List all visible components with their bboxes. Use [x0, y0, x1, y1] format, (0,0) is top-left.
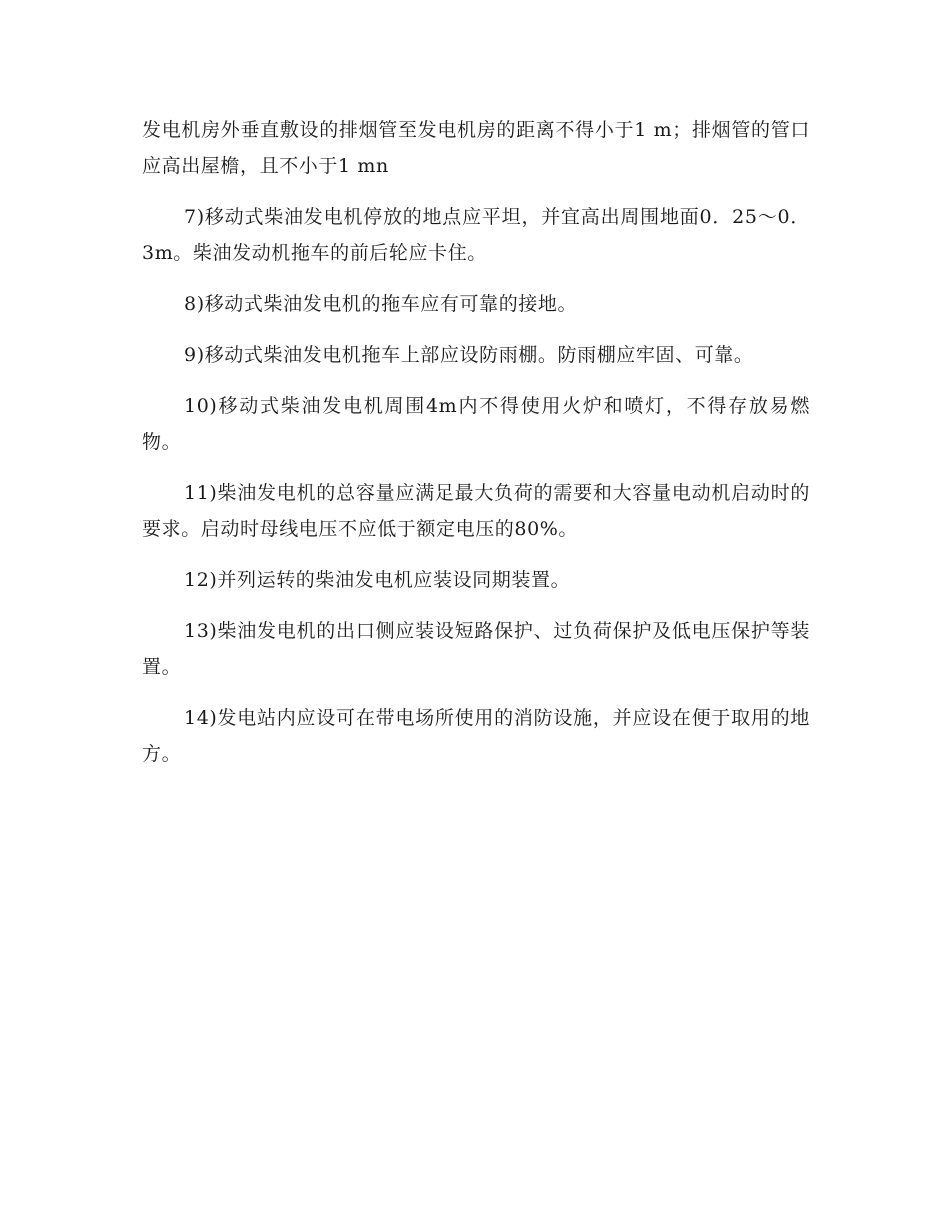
paragraph-exhaust-pipe: 发电机房外垂直敷设的排烟管至发电机房的距离不得小于1 m；排烟管的管口应高出屋檐，且不小于1 mn — [142, 119, 810, 177]
paragraph-item-10: 10)移动式柴油发电机周围4m内不得使用火炉和喷灯，不得存放易燃物。 — [142, 395, 810, 453]
document-body — [142, 112, 810, 787]
paragraph-item-11: 11)柴油发电机的总容量应满足最大负荷的需要和大容量电动机启动时的要求。启动时母线电压不应低于额定电压的80%。 — [142, 482, 810, 540]
paragraph-item-12: 12)并列运转的柴油发电机应装设同期装置。 — [184, 569, 571, 591]
paragraph-item-8: 8)移动式柴油发电机的拖车应有可靠的接地。 — [184, 293, 578, 315]
paragraph-item-13: 13)柴油发电机的出口侧应装设短路保护、过负荷保护及低电压保护等装置。 — [142, 620, 810, 678]
paragraph-item-9: 9)移动式柴油发电机拖车上部应设防雨棚。防雨棚应牢固、可靠。 — [184, 344, 754, 366]
paragraph-item-14: 14)发电站内应设可在带电场所使用的消防设施，并应设在便于取用的地方。 — [142, 707, 810, 765]
paragraph-item-7: 7)移动式柴油发电机停放的地点应平坦，并宜高出周围地面0．25～0．3m。柴油发动机拖车的前后轮应卡住。 — [142, 206, 810, 264]
